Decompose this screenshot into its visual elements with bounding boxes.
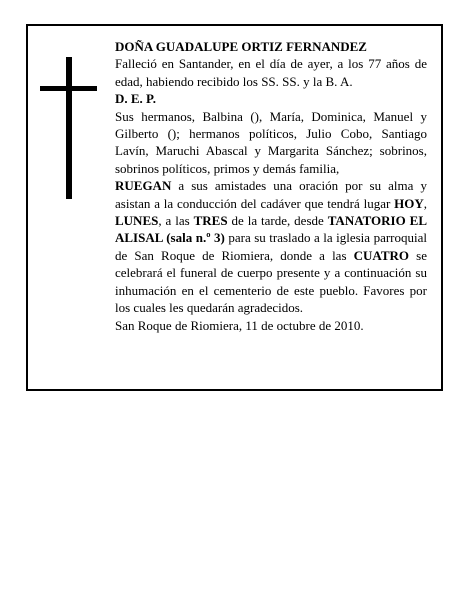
place-date: San Roque de Riomiera, 11 de octubre de 2010. <box>115 317 364 333</box>
day-hoy: HOY <box>394 195 424 211</box>
deceased-name: DOÑA GUADALUPE ORTIZ FERNANDEZ <box>115 39 367 54</box>
ruegan-label: RUEGAN <box>115 178 172 194</box>
family-text: Sus hermanos, Balbina (), María, Dominica, Manuel y Gilberto (); hermanos políticos, Julio Cobo, Santiago Lavín, Maruchi Abascal y Margarita Sánchez; sobrinos, sobrinos políticos, primos y demás familia, <box>115 108 427 176</box>
cross-icon <box>66 57 72 199</box>
time-cuatro: CUATRO <box>353 247 410 263</box>
tanatorio-location: TANATORIO EL ALISAL (sala n.º 3) <box>115 213 428 246</box>
obituary-notice <box>26 24 443 391</box>
day-lunes: LUNES <box>115 213 159 229</box>
time-tres: TRES <box>193 213 228 229</box>
death-info: Falleció en Santander, en el día de ayer, a los 77 años de edad, habiendo recibido los SS. SS. y la B. A. <box>115 56 427 89</box>
rip-line: D. E. P. <box>115 91 157 107</box>
request-paragraph: RUEGAN a sus amistades una oración por su alma y asistan a la conducción del cadáver que tendrá lugar HOY, LUNES, a las TRES de la tarde, desde TANATORIO EL ALISAL (sala n.º 3) para su traslado a la iglesia parroquial de San Roque de Riomiera, donde a las CUATRO se celebrará el funeral de cuerpo presente y a continuación su inhumación en el cementerio de este pueblo. Favores por los cuales les quedarán agradecidos. <box>115 178 428 316</box>
obituary-text <box>115 38 427 334</box>
cross-icon-crossbar <box>40 86 97 91</box>
